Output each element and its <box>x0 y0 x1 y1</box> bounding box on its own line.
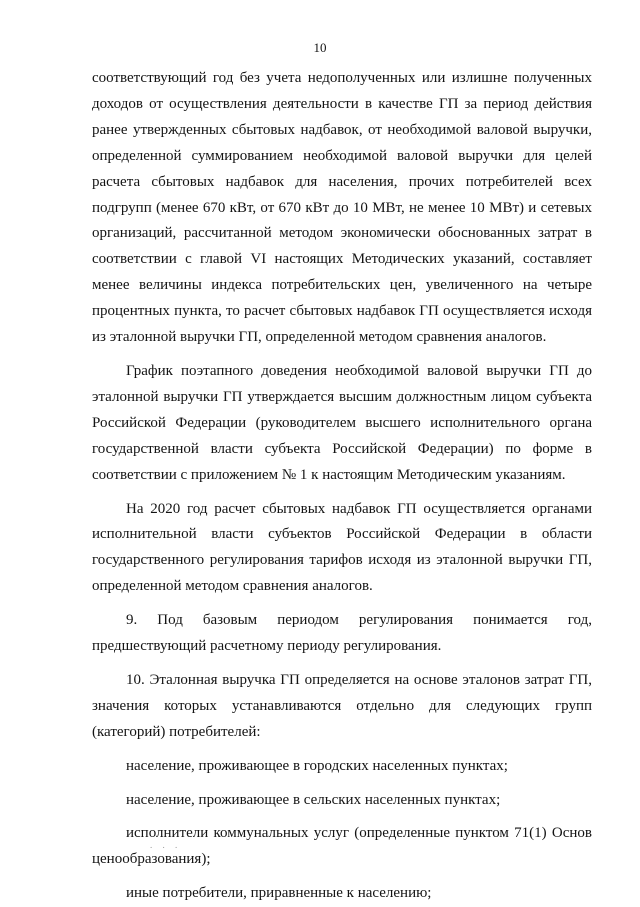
page-number: 10 <box>313 40 327 55</box>
paragraph-continuation: соответствующий год без учета недополученных или излишне полученных доходов от осуществления деятельности в качестве ГП за период действия ранее утвержденных сбытовых надбавок, от необходимой валовой выручки, определенной суммированием необходимой валовой выручки для целей расчета сбытовых надбавок для населения, прочих потребителей всех подгрупп (менее 670 кВт, от 670 кВт до 10 МВт, не менее 10 МВт) и сетевых организаций, рассчитанной методом экономически обоснованных затрат в соответствии с главой VI настоящих Методических указаний, составляет менее величины индекса потребительских цен, увеличенного на четыре процентных пункта, то расчет сбытовых надбавок ГП осуществляется исходя из эталонной выручки ГП, определенной методом сравнения аналогов. <box>92 70 592 346</box>
document-body <box>92 66 592 907</box>
list-item: население, проживающее в городских населенных пунктах; <box>126 757 508 774</box>
list-item: население, проживающее в сельских населенных пунктах; <box>126 791 501 808</box>
list-item: исполнители коммунальных услуг (определенные пунктом 71(1) Основ ценообразования); <box>92 825 592 868</box>
paragraph-schedule: График поэтапного доведения необходимой валовой выручки ГП до эталонной выручки ГП утверждается высшим должностным лицом субъекта Российской Федерации (руководителем высшего исполнительного органа государственной власти субъекта Российской Федерации) по форме в соответствии с приложением № 1 к настоящим Методическим указаниям. <box>92 362 592 483</box>
list-item: иные потребители, приравненные к населению; <box>126 885 432 902</box>
scan-artifact: . . . <box>150 840 182 850</box>
paragraph-item-10: 10. Эталонная выручка ГП определяется на основе эталонов затрат ГП, значения которых устанавливаются отдельно для следующих групп (категорий) потребителей: <box>92 671 592 740</box>
paragraph-item-9: 9. Под базовым периодом регулирования понимается год, предшествующий расчетному периоду регулирования. <box>92 612 592 655</box>
paragraph-2020: На 2020 год расчет сбытовых надбавок ГП осуществляется органами исполнительной власти субъектов Российской Федерации в области государственного регулирования тарифов исходя из эталонной выручки ГП, определенной методом сравнения аналогов. <box>92 500 592 595</box>
